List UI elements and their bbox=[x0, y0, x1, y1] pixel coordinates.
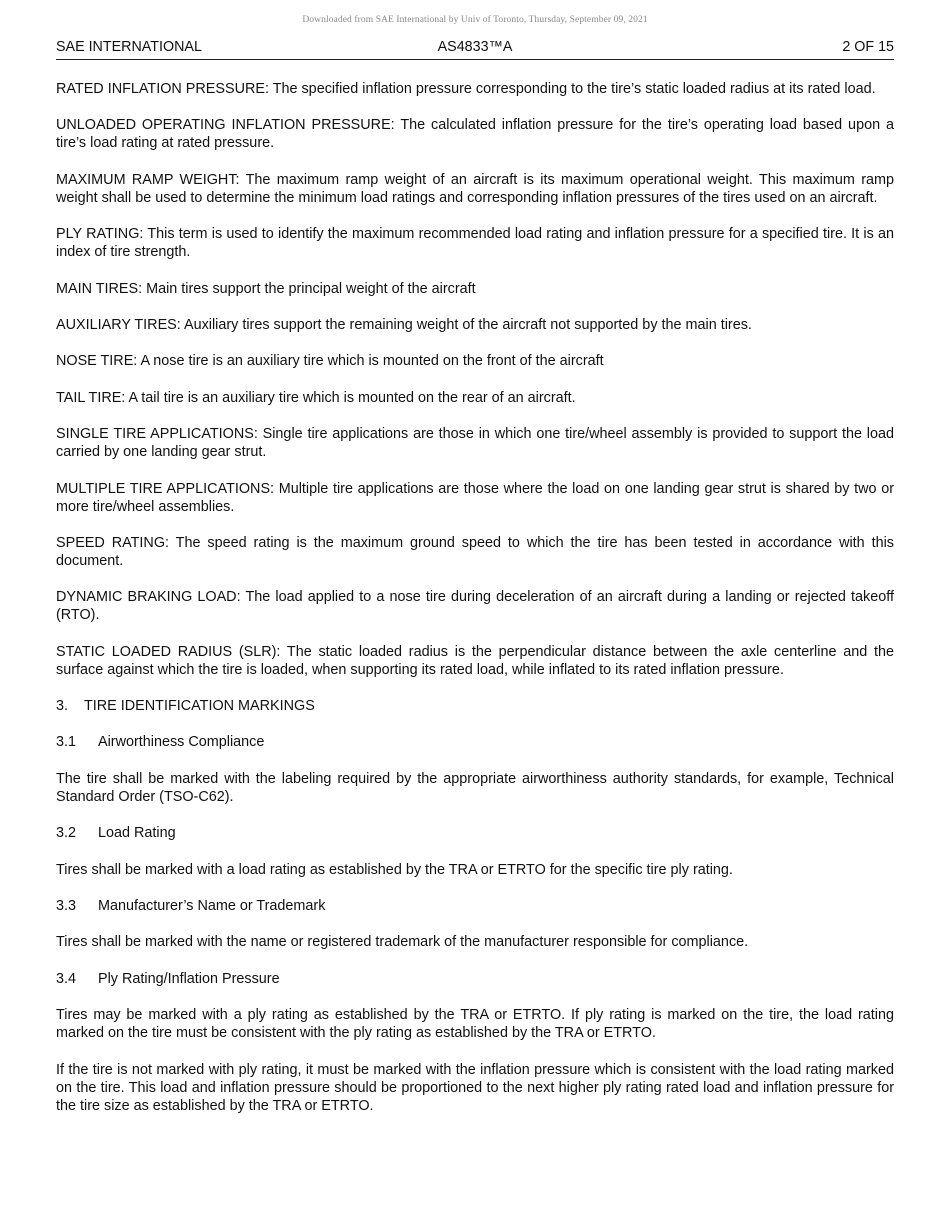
subsection-paragraph: Tires shall be marked with a load rating as established by the TRA or ETRTO for the specific tire ply rating. bbox=[56, 861, 733, 878]
section-title: TIRE IDENTIFICATION MARKINGS bbox=[84, 698, 315, 715]
definition-main-tires: MAIN TIRES: Main tires support the principal weight of the aircraft bbox=[56, 280, 476, 297]
subsection-heading bbox=[56, 824, 894, 842]
subsection-title: Ply Rating/Inflation Pressure bbox=[98, 970, 280, 987]
definition-multiple-tire-applications: MULTIPLE TIRE APPLICATIONS: Multiple tire applications are those where the load on one landing gear strut is shared by two or more tire/wheel assemblies. bbox=[56, 480, 894, 515]
subsection-paragraph: The tire shall be marked with the labeling required by the appropriate airworthiness authority standards, for example, Technical Standard Order (TSO-C62). bbox=[56, 770, 894, 805]
definition-speed-rating: SPEED RATING: The speed rating is the maximum ground speed to which the tire has been tested in accordance with this document. bbox=[56, 534, 894, 569]
definition-unloaded-operating-inflation-pressure: UNLOADED OPERATING INFLATION PRESSURE: The calculated inflation pressure for the tire’s operating load based upon a tire’s load rating at rated pressure. bbox=[56, 117, 894, 152]
section-heading bbox=[56, 697, 894, 715]
definition-dynamic-braking-load: DYNAMIC BRAKING LOAD: The load applied to a nose tire during deceleration of an aircraft during a landing or rejected takeoff (RTO). bbox=[56, 589, 894, 624]
definition-tail-tire: TAIL TIRE: A tail tire is an auxiliary tire which is mounted on the rear of an aircraft. bbox=[56, 389, 576, 406]
subsection-heading bbox=[56, 733, 894, 751]
page-header bbox=[56, 37, 894, 60]
definition-rated-inflation-pressure: RATED INFLATION PRESSURE: The specified inflation pressure corresponding to the tire’s static loaded radius at its rated load. bbox=[56, 81, 876, 97]
subsection-number: 3.3 bbox=[56, 898, 77, 915]
subsection-heading bbox=[56, 897, 894, 915]
download-watermark: Downloaded from SAE International by Univ of Toronto, Thursday, September 09, 2021 bbox=[302, 15, 648, 25]
section-number: 3. bbox=[56, 698, 69, 715]
header-page-number: 2 OF 15 bbox=[842, 39, 894, 55]
subsection-title: Load Rating bbox=[98, 825, 176, 842]
definition-single-tire-applications: SINGLE TIRE APPLICATIONS: Single tire applications are those in which one tire/wheel assembly is provided to support the load carried by one landing gear strut. bbox=[56, 426, 894, 461]
subsection-title: Airworthiness Compliance bbox=[98, 734, 265, 751]
definition-static-loaded-radius: STATIC LOADED RADIUS (SLR): The static loaded radius is the perpendicular distance between the axle centerline and the surface against which the tire is loaded, when supporting its rated load, while inflated to its rated inflation pressure. bbox=[56, 643, 894, 678]
subsection-paragraph: Tires shall be marked with the name or registered trademark of the manufacturer responsible for compliance. bbox=[56, 934, 749, 951]
definition-nose-tire: NOSE TIRE: A nose tire is an auxiliary tire which is mounted on the front of the aircraft bbox=[56, 353, 604, 370]
definition-auxiliary-tires: AUXILIARY TIRES: Auxiliary tires support the remaining weight of the aircraft not supported by the main tires. bbox=[56, 316, 752, 333]
header-document-id: AS4833™A bbox=[437, 39, 513, 55]
subsection-number: 3.1 bbox=[56, 734, 77, 751]
subsection-paragraph: If the tire is not marked with ply rating, it must be marked with the inflation pressure which is consistent with the load rating marked on the tire. This load and inflation pressure should be proportioned to the next higher ply rating rated load and inflation pressure for the tire size as established by the TRA or ETRTO. bbox=[56, 1061, 894, 1114]
definition-maximum-ramp-weight: MAXIMUM RAMP WEIGHT: The maximum ramp weight of an aircraft is its maximum operational weight. This maximum ramp weight shall be used to determine the minimum load ratings and corresponding inflation pressures of the tires used on an aircraft. bbox=[56, 171, 894, 206]
page-content bbox=[56, 80, 894, 1133]
subsection-number: 3.4 bbox=[56, 970, 77, 987]
subsection-number: 3.2 bbox=[56, 825, 77, 842]
subsection-title: Manufacturer’s Name or Trademark bbox=[98, 898, 326, 915]
definition-ply-rating: PLY RATING: This term is used to identify the maximum recommended load rating and inflation pressure for a specified tire. It is an index of tire strength. bbox=[56, 226, 894, 261]
subsection-heading bbox=[56, 970, 894, 988]
subsection-paragraph: Tires may be marked with a ply rating as established by the TRA or ETRTO. If ply rating is marked on the tire, the load rating marked on the tire must be consistent with the ply rating as established by the TRA or ETRTO. bbox=[56, 1007, 894, 1042]
header-organization: SAE INTERNATIONAL bbox=[56, 39, 202, 55]
